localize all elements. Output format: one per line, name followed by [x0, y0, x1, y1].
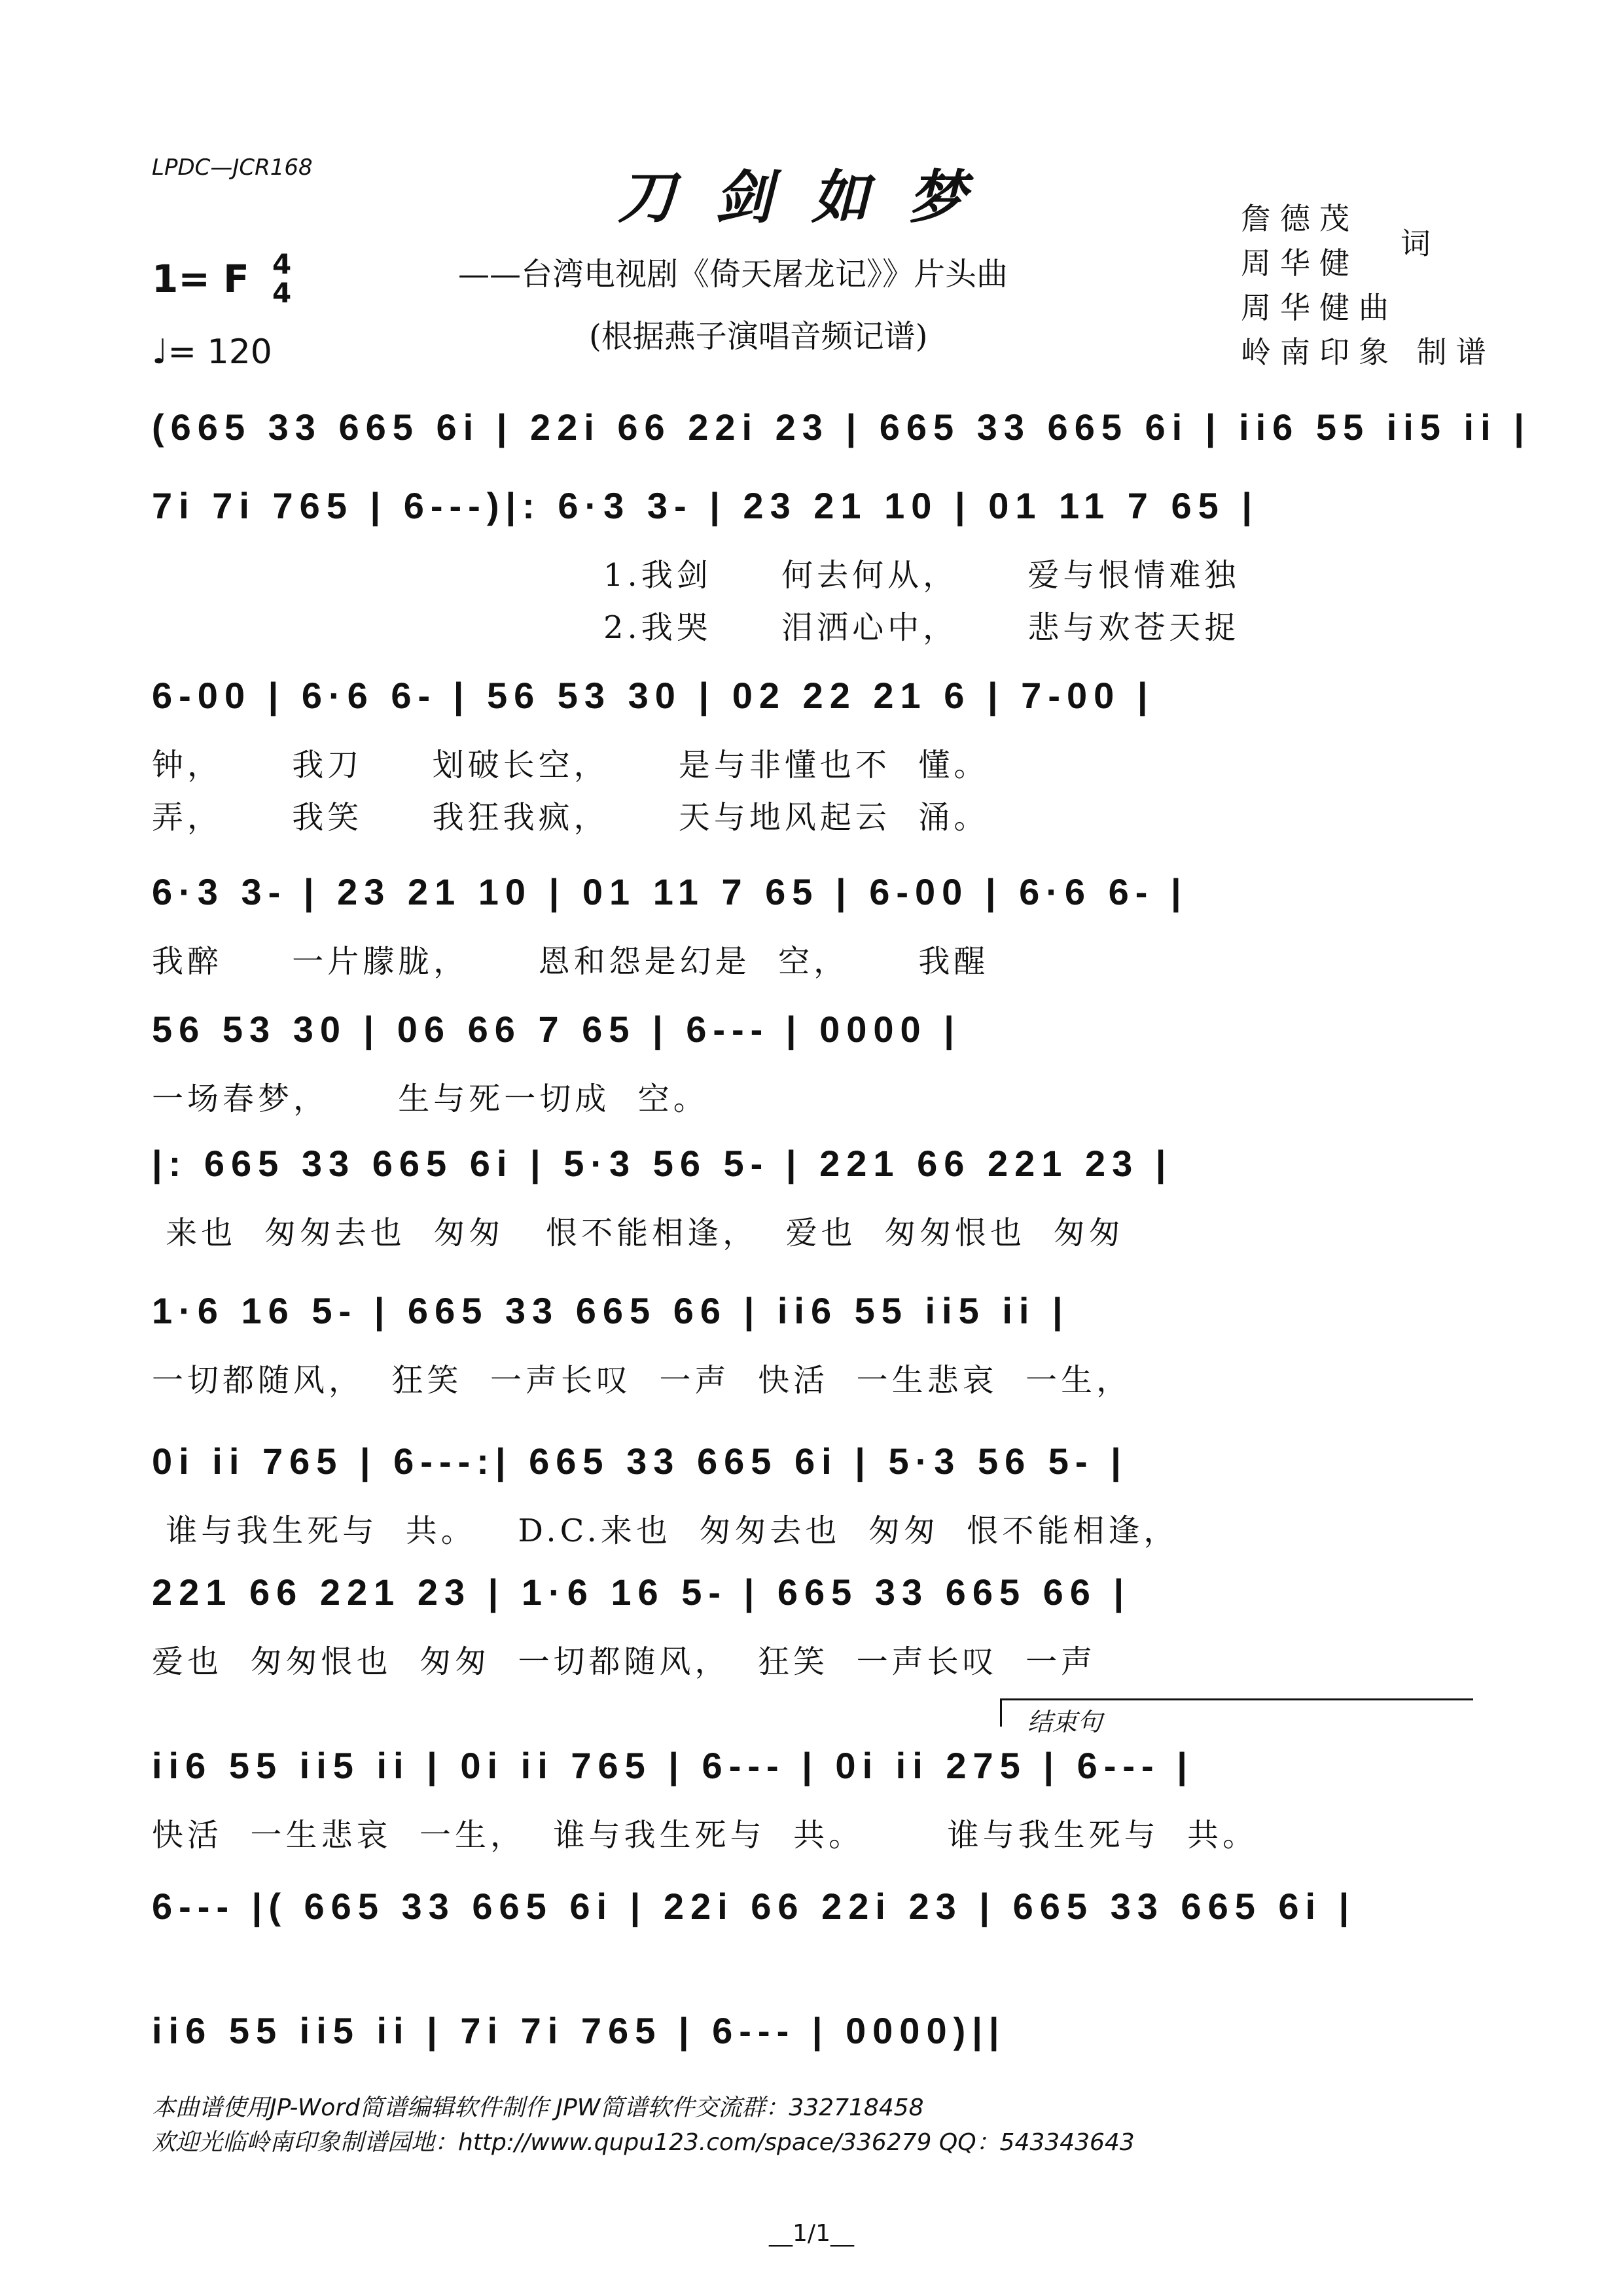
lyricist-1: 詹德茂 — [1241, 201, 1359, 236]
ending-label: 结束句 — [1027, 1708, 1103, 1736]
credits-block — [1241, 196, 1495, 374]
notation-line: ii6 55 ii5 ii | 7i 7i 765 | 6--- | 0000)|| — [152, 2010, 1006, 2051]
lyric-line: 快活 一生悲哀 一生， 谁与我生死与 共。 谁与我生死与 共。 — [152, 1817, 1258, 1854]
lyric-line: 来也 匆匆去也 匆匆 恨不能相逢， 爱也 匆匆恨也 匆匆 — [152, 1215, 1124, 1251]
composer: 周华健曲 — [1241, 290, 1398, 325]
notation-line: 1·6 16 5- | 665 33 665 66 | ii6 55 ii5 ii | — [152, 1290, 1069, 1331]
score-code: LPDC—JCR168 — [152, 154, 313, 181]
song-title: 刀剑如梦 — [617, 163, 1005, 231]
lyric-line: 我醉 一片朦胧， 恩和怨是幻是 空， 我醒 — [152, 943, 990, 980]
time-signature — [272, 250, 291, 308]
lyric-line: 一切都随风， 狂笑 一声长叹 一声 快活 一生悲哀 一生， — [152, 1362, 1132, 1399]
lyric-line: 谁与我生死与 共。 D.C.来也 匆匆去也 匆匆 恨不能相逢， — [152, 1513, 1179, 1549]
footer-software-note: 本曲谱使用JP-Word简谱编辑软件制作 JPW简谱软件交流群：332718458 — [152, 2094, 924, 2121]
notation-line: 6·3 3- | 23 21 10 | 01 11 7 65 | 6-00 | 6·6 6- | — [152, 871, 1188, 912]
time-signature-bottom: 4 — [272, 277, 292, 309]
time-signature-top: 4 — [272, 248, 292, 280]
notation-line: |: 665 33 665 6i | 5·3 56 5- | 221 66 221 23 | — [152, 1143, 1173, 1184]
lyric-line: 2.我哭 泪洒心中， 悲与欢苍天捉 — [603, 609, 1240, 646]
lyric-line: 1.我剑 何去何从， 爱与恨情难独 — [603, 557, 1240, 594]
transcription-note: (根据燕子演唱音频记谱) — [589, 318, 928, 355]
notation-line: 6-00 | 6·6 6- | 56 53 30 | 02 22 21 6 | 7-00 | — [152, 675, 1154, 716]
lyric-label: 词 — [1400, 226, 1431, 261]
lyric-line: 爱也 匆匆恨也 匆匆 一切都随风， 狂笑 一声长叹 一声 — [152, 1643, 1097, 1680]
lyric-line: 一场春梦， 生与死一切成 空。 — [152, 1081, 709, 1117]
notation-line: 6--- |( 665 33 665 6i | 22i 66 22i 23 | 665 33 665 6i | — [152, 1886, 1356, 1927]
key-signature: 1= F — [152, 257, 249, 301]
notation-line: 7i 7i 765 | 6---)|: 6·3 3- | 23 21 10 | 01 11 7 65 | — [152, 485, 1259, 526]
notation-line: 56 53 30 | 06 66 7 65 | 6--- | 0000 | — [152, 1009, 961, 1050]
footer-website-note: 欢迎光临岭南印象制谱园地：http://www.qupu123.com/space/336279 QQ：543343643 — [152, 2129, 1135, 2156]
page-number: __1/1__ — [769, 2220, 854, 2247]
tempo-marking: ♩= 120 — [152, 332, 272, 372]
transcriber: 岭南印象 制谱 — [1241, 334, 1495, 370]
notation-line: (665 33 665 6i | 22i 66 22i 23 | 665 33 665 6i | ii6 55 ii5 ii | — [152, 406, 1531, 448]
notation-line: 221 66 221 23 | 1·6 16 5- | 665 33 665 66 | — [152, 1571, 1131, 1613]
notation-line: ii6 55 ii5 ii | 0i ii 765 | 6--- | 0i ii 275 | 6--- | — [152, 1745, 1194, 1786]
lyric-line: 钟， 我刀 划破长空， 是与非懂也不 懂。 — [152, 747, 990, 783]
lyricist-2: 周华健 — [1241, 245, 1359, 281]
song-subtitle: ——台湾电视剧《倚天屠龙记》》片头曲 — [458, 256, 1008, 293]
lyric-line: 弄， 我笑 我狂我疯， 天与地风起云 涌。 — [152, 799, 990, 836]
notation-line: 0i ii 765 | 6---:| 665 33 665 6i | 5·3 56 5- | — [152, 1441, 1128, 1482]
